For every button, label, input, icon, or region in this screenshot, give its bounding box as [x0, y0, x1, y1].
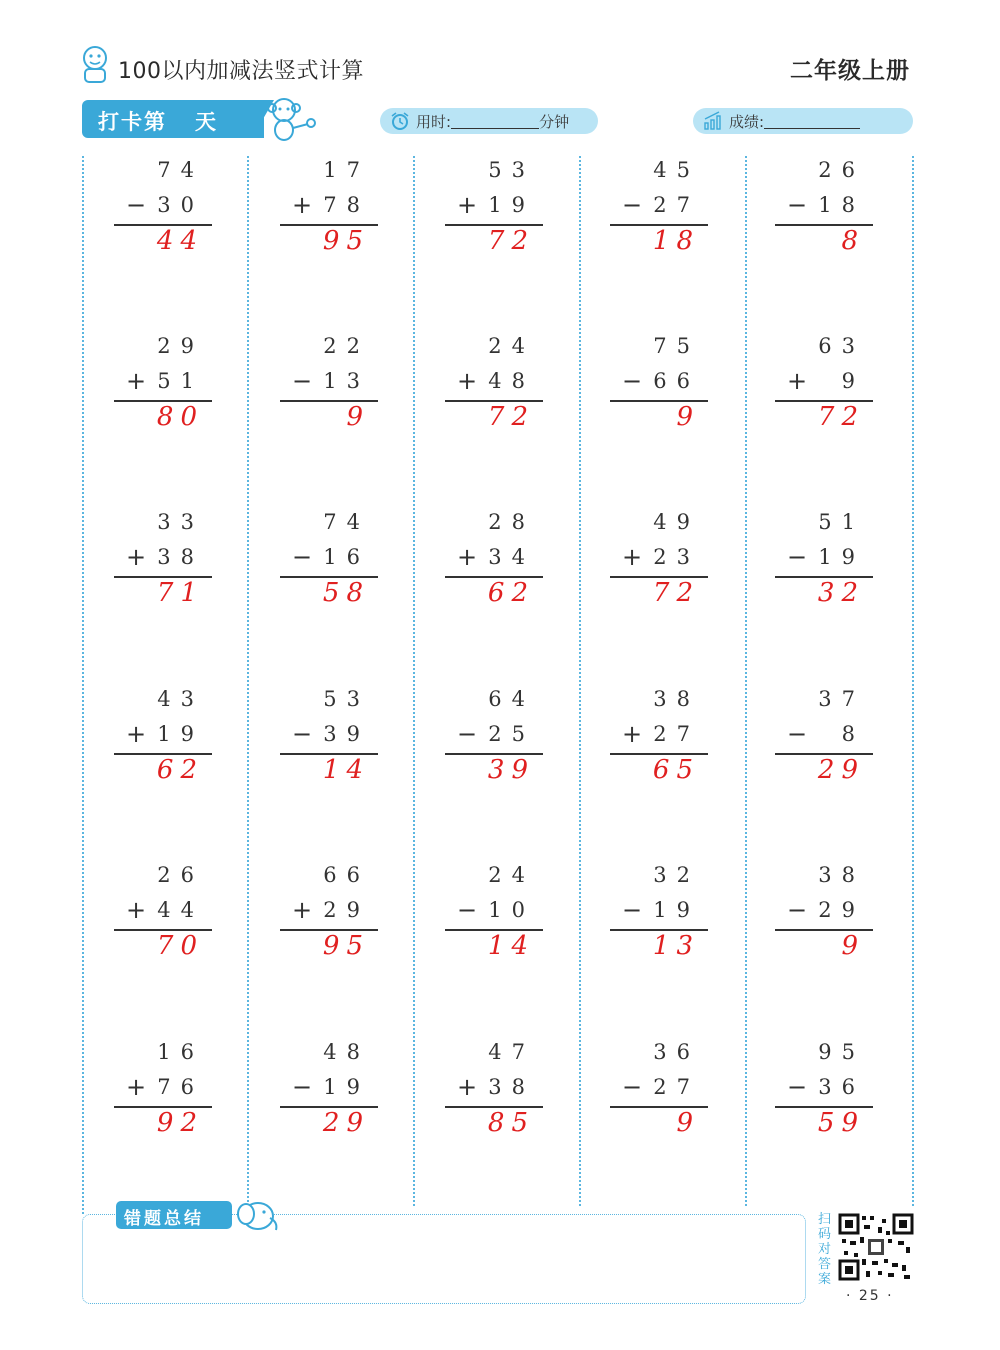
- second-operand: 30: [157, 193, 204, 217]
- operator: −: [292, 543, 313, 571]
- second-operand: 29: [323, 898, 370, 922]
- problem-card: [445, 687, 549, 797]
- minuend: 74: [323, 510, 370, 534]
- handwritten-answer[interactable]: 85: [487, 1108, 535, 1138]
- problem-card: [610, 158, 714, 268]
- growth-chart-icon: [703, 111, 723, 131]
- handwritten-answer[interactable]: 72: [487, 226, 535, 256]
- second-operand: 76: [157, 1075, 204, 1099]
- operator: +: [126, 896, 147, 924]
- time-field[interactable]: [380, 108, 598, 134]
- handwritten-answer[interactable]: 65: [652, 755, 700, 785]
- operator: −: [787, 543, 808, 571]
- minuend: 49: [653, 510, 700, 534]
- problem-card: [610, 687, 714, 797]
- handwritten-answer[interactable]: 39: [487, 755, 535, 785]
- minuend: 43: [157, 687, 204, 711]
- minuend: 45: [653, 158, 700, 182]
- handwritten-answer[interactable]: 9: [676, 1108, 700, 1138]
- handwritten-answer[interactable]: 14: [487, 931, 535, 961]
- second-operand: 19: [323, 1075, 370, 1099]
- problem-card: [775, 863, 879, 973]
- second-operand: 19: [818, 545, 865, 569]
- second-operand: 27: [653, 193, 700, 217]
- handwritten-answer[interactable]: 92: [156, 1108, 204, 1138]
- problem-card: [775, 1040, 879, 1150]
- problem-card: [775, 334, 879, 444]
- handwritten-answer[interactable]: 9: [346, 402, 370, 432]
- minuend: 22: [323, 334, 370, 358]
- handwritten-answer[interactable]: 8: [841, 226, 865, 256]
- score-blank[interactable]: [764, 113, 860, 129]
- minuend: 26: [818, 158, 865, 182]
- handwritten-answer[interactable]: 29: [817, 755, 865, 785]
- second-operand: 27: [653, 1075, 700, 1099]
- handwritten-answer[interactable]: 80: [156, 402, 204, 432]
- second-operand: 48: [488, 369, 535, 393]
- second-operand: 13: [323, 369, 370, 393]
- checkin-prefix: 打卡第: [98, 110, 167, 134]
- operator: −: [787, 1073, 808, 1101]
- handwritten-answer[interactable]: 72: [652, 578, 700, 608]
- second-operand: 38: [488, 1075, 535, 1099]
- problem-card: [114, 158, 218, 268]
- second-operand: 23: [653, 545, 700, 569]
- second-operand: 19: [653, 898, 700, 922]
- minuend: 24: [488, 863, 535, 887]
- second-operand: 29: [818, 898, 865, 922]
- checkin-suffix: 天: [195, 110, 218, 134]
- second-operand: 78: [323, 193, 370, 217]
- second-operand: 51: [157, 369, 204, 393]
- problem-card: [610, 334, 714, 444]
- column-divider: [82, 156, 84, 1214]
- page-header: [78, 40, 918, 92]
- problem-card: [445, 1040, 549, 1150]
- checkin-banner: [82, 100, 264, 138]
- handwritten-answer[interactable]: 72: [817, 402, 865, 432]
- operator: +: [457, 191, 478, 219]
- handwritten-answer[interactable]: 62: [156, 755, 204, 785]
- qr-label: 扫码对答案: [818, 1212, 832, 1287]
- minuend: 51: [818, 510, 865, 534]
- operator: +: [126, 543, 147, 571]
- minuend: 53: [323, 687, 370, 711]
- column-divider: [745, 156, 747, 1206]
- minuend: 47: [488, 1040, 535, 1064]
- handwritten-answer[interactable]: 59: [817, 1108, 865, 1138]
- problem-card: [114, 687, 218, 797]
- problem-card: [445, 334, 549, 444]
- operator: +: [457, 543, 478, 571]
- second-operand: 66: [653, 369, 700, 393]
- operator: +: [622, 720, 643, 748]
- minuend: 26: [157, 863, 204, 887]
- handwritten-answer[interactable]: 72: [487, 402, 535, 432]
- minuend: 63: [818, 334, 865, 358]
- monkey-mascot-icon: [262, 94, 318, 144]
- problem-card: [610, 510, 714, 620]
- problem-card: [280, 510, 384, 620]
- minuend: 33: [157, 510, 204, 534]
- minuend: 64: [488, 687, 535, 711]
- handwritten-answer[interactable]: 70: [156, 931, 204, 961]
- problem-card: [445, 510, 549, 620]
- minuend: 36: [653, 1040, 700, 1064]
- column-divider: [247, 156, 249, 1206]
- handwritten-answer[interactable]: 58: [322, 578, 370, 608]
- minuend: 16: [157, 1040, 204, 1064]
- problem-card: [775, 687, 879, 797]
- second-operand: 38: [157, 545, 204, 569]
- second-operand: 36: [818, 1075, 865, 1099]
- operator: +: [292, 191, 313, 219]
- column-divider: [413, 156, 415, 1206]
- score-field[interactable]: [693, 108, 913, 134]
- handwritten-answer[interactable]: 29: [322, 1108, 370, 1138]
- page-number: · 25 ·: [846, 1288, 894, 1304]
- problem-card: [775, 510, 879, 620]
- book-title: 100以内加减法竖式计算: [118, 59, 364, 84]
- second-operand: 16: [323, 545, 370, 569]
- operator: −: [622, 191, 643, 219]
- problem-card: [114, 510, 218, 620]
- mistake-summary-title: 错题总结: [116, 1201, 232, 1229]
- operator: −: [292, 367, 313, 395]
- handwritten-answer[interactable]: 71: [156, 578, 204, 608]
- operator: −: [787, 720, 808, 748]
- second-operand: 10: [488, 898, 535, 922]
- grade-label: 二年级上册: [790, 58, 910, 84]
- problem-card: [610, 1040, 714, 1150]
- second-operand: 34: [488, 545, 535, 569]
- operator: +: [622, 543, 643, 571]
- minuend: 66: [323, 863, 370, 887]
- handwritten-answer[interactable]: 13: [652, 931, 700, 961]
- minuend: 37: [818, 687, 865, 711]
- minuend: 28: [488, 510, 535, 534]
- second-operand: 39: [323, 722, 370, 746]
- time-unit: 分钟: [539, 113, 570, 131]
- problem-card: [280, 863, 384, 973]
- problem-card: [114, 863, 218, 973]
- lion-logo-icon: [78, 44, 112, 84]
- handwritten-answer[interactable]: 9: [841, 931, 865, 961]
- operator: +: [457, 1073, 478, 1101]
- problem-card: [280, 1040, 384, 1150]
- alarm-clock-icon: [390, 111, 410, 131]
- operator: +: [292, 896, 313, 924]
- time-label: 用时:: [416, 113, 452, 131]
- minuend: 74: [157, 158, 204, 182]
- operator: −: [126, 191, 147, 219]
- operator: −: [622, 1073, 643, 1101]
- handwritten-answer[interactable]: 9: [676, 402, 700, 432]
- problem-card: [114, 1040, 218, 1150]
- handwritten-answer[interactable]: 95: [322, 226, 370, 256]
- operator: −: [457, 896, 478, 924]
- problem-card: [280, 158, 384, 268]
- second-operand: 44: [157, 898, 204, 922]
- problem-card: [775, 158, 879, 268]
- column-divider: [912, 156, 914, 1206]
- second-operand: 27: [653, 722, 700, 746]
- minuend: 38: [653, 687, 700, 711]
- problem-card: [280, 334, 384, 444]
- minuend: 95: [818, 1040, 865, 1064]
- operator: −: [457, 720, 478, 748]
- operator: +: [126, 1073, 147, 1101]
- minuend: 32: [653, 863, 700, 887]
- handwritten-answer[interactable]: 14: [322, 755, 370, 785]
- second-operand: 18: [818, 193, 865, 217]
- minuend: 53: [488, 158, 535, 182]
- operator: −: [292, 720, 313, 748]
- problem-card: [610, 863, 714, 973]
- problem-card: [445, 863, 549, 973]
- elephant-icon: [232, 1196, 282, 1234]
- minuend: 17: [323, 158, 370, 182]
- problem-card: [445, 158, 549, 268]
- operator: −: [292, 1073, 313, 1101]
- handwritten-answer[interactable]: 62: [487, 578, 535, 608]
- handwritten-answer[interactable]: 95: [322, 931, 370, 961]
- operator: +: [457, 367, 478, 395]
- operator: −: [622, 896, 643, 924]
- minuend: 24: [488, 334, 535, 358]
- qr-code-icon[interactable]: [838, 1213, 914, 1281]
- operator: +: [126, 720, 147, 748]
- handwritten-answer[interactable]: 44: [156, 226, 204, 256]
- operator: −: [787, 896, 808, 924]
- handwritten-answer[interactable]: 32: [817, 578, 865, 608]
- second-operand: 8: [841, 722, 865, 746]
- handwritten-answer[interactable]: 18: [652, 226, 700, 256]
- problem-card: [114, 334, 218, 444]
- second-operand: 25: [488, 722, 535, 746]
- minuend: 75: [653, 334, 700, 358]
- second-operand: 19: [157, 722, 204, 746]
- operator: +: [787, 367, 808, 395]
- operator: +: [126, 367, 147, 395]
- minuend: 48: [323, 1040, 370, 1064]
- minuend: 29: [157, 334, 204, 358]
- time-blank[interactable]: [451, 113, 539, 129]
- second-operand: 19: [488, 193, 535, 217]
- second-operand: 9: [841, 369, 865, 393]
- column-divider: [579, 156, 581, 1206]
- score-label: 成绩:: [729, 113, 765, 131]
- minuend: 38: [818, 863, 865, 887]
- operator: −: [787, 191, 808, 219]
- problem-card: [280, 687, 384, 797]
- operator: −: [622, 367, 643, 395]
